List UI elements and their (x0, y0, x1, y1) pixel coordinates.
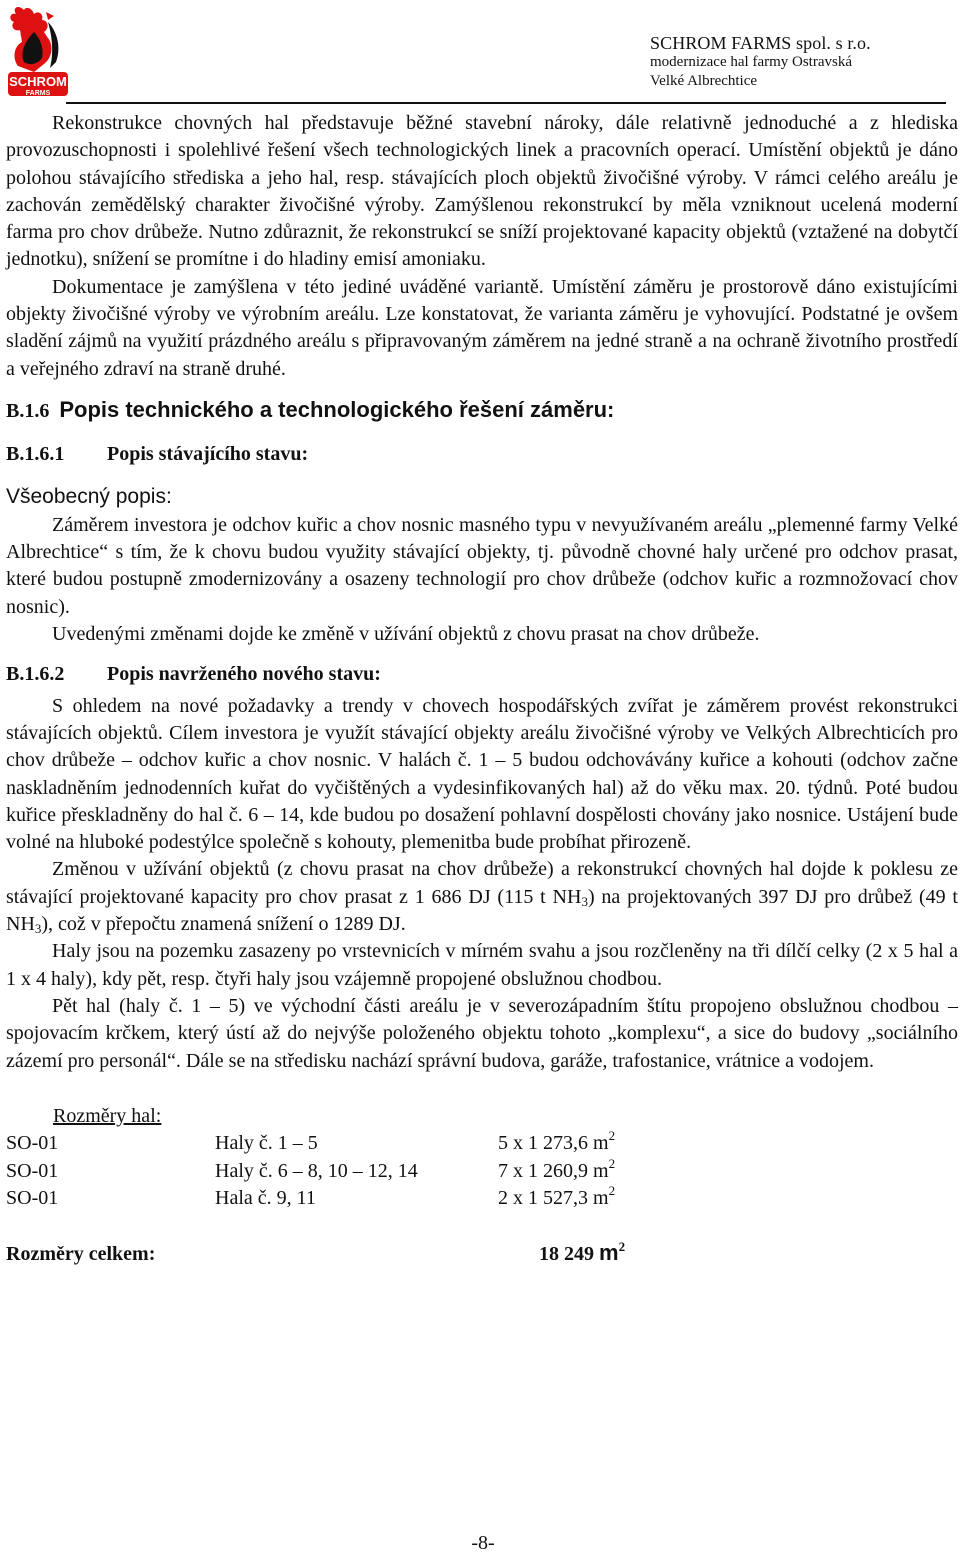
area-exponent: 2 (608, 1128, 616, 1144)
total-value: 18 249 (539, 1242, 594, 1265)
so-cell (6, 1158, 215, 1186)
subsection-1-heading (6, 441, 958, 468)
halls-cell-text: Haly č. 1 – 5 (215, 1132, 318, 1155)
page-number: -8- (471, 1532, 495, 1554)
table-row (6, 1158, 615, 1186)
header-rule (66, 102, 946, 104)
halls-cell (215, 1185, 498, 1213)
section-heading (6, 396, 958, 425)
total-unit: m (599, 1239, 619, 1265)
area-exponent: 2 (608, 1183, 616, 1199)
logo-text: SCHROM (9, 74, 67, 89)
so-cell-text: SO-01 (6, 1187, 59, 1210)
document-body (6, 110, 958, 1268)
rooster-logo-icon (4, 2, 70, 104)
project-name: modernizace hal farmy Ostravská (650, 54, 852, 70)
project-place: Velké Albrechtice (650, 73, 758, 89)
halls-cell (215, 1130, 498, 1158)
so-cell (6, 1185, 215, 1213)
section-title: Popis technického a technologického řešení záměru: (59, 396, 615, 422)
area-cell-text: 2 x 1 527,3 m (498, 1187, 609, 1210)
general-description-heading: Všeobecný popis: (6, 484, 172, 508)
nh3-subscript: 3 (34, 921, 42, 937)
logo-subtext: FARMS (25, 90, 51, 97)
sub1-paragraph-2: Uvedenými změnami dojde ke změně v užívání objektů z chovu prasat na chov drůbeže. (52, 623, 760, 646)
sub2-p2-part-a: Změnou v užívání objektů (z chovu prasat na chov drůbeže) a rekonstrukcí chovných hal dojde k poklesu ze stávající projektované kapacity pro chov prasat z 1 686 DJ (115 t NH (6, 858, 958, 908)
company-name: SCHROM FARMS spol. s r.o. (650, 33, 871, 53)
area-cell-text: 7 x 1 260,9 m (498, 1159, 609, 1182)
subsection-2-title: Popis navrženého nového stavu: (107, 663, 381, 686)
total-label: Rozměry celkem: (6, 1242, 156, 1265)
sub2-paragraph-3: Haly jsou na pozemku zasazeny po vrstevnicích v mírném svahu a jsou rozčleněny na tři dílčí celky (2 x 5 hal a 1 x 4 haly), kdy pět, resp. čtyři haly jsou vzájemně propojené obslužnou chodbou. (6, 940, 958, 990)
sub1-paragraph-1: Záměrem investora je odchov kuřic a chov nosnic masného typu v nevyužívaném areálu „plemenné farmy Velké Albrechtice“ s tím, že k chovu budou využity stávající objekty, tj. původně chovné haly určené pro odchov prasat, které budou postupně zmodernizovány a osazeny technologií pro chov drůbeže (odchov kuřic a rozmnožovací chov nosnic). (6, 513, 958, 618)
subsection-2-heading (6, 661, 958, 688)
sub2-paragraph-2 (6, 856, 958, 938)
subsection-1-title: Popis stávajícího stavu: (107, 443, 309, 466)
so-cell-text: SO-01 (6, 1159, 59, 1182)
area-cell (498, 1185, 615, 1213)
sub2-p2-part-c: ), což v přepočtu znamená snížení o 1289 DJ. (41, 913, 406, 936)
area-exponent: 2 (608, 1155, 616, 1171)
nh3-subscript: 3 (581, 893, 588, 909)
dimensions-heading: Rozměry hal: (53, 1104, 162, 1127)
halls-cell-text: Hala č. 9, 11 (215, 1187, 316, 1210)
intro-paragraph-1: Rekonstrukce chovných hal představuje běžné stavební nároky, dále relativně jednoduché a z hlediska provozuschopnosti i spolehlivé řešení všech technologických linek a pracovních operací. Umístění objektů je dáno polohou stávajícího střediska a jeho hal, resp. stávajících ploch objektů živočišné výroby. V rámci celého areálu je zachován zemědělský charakter živočišné výroby. Zamýšlenou rekonstrukcí by měla vzniknout ucelená moderní farma pro chov drůbeže. Nutno zdůraznit, že rekonstrukcí se sníží projektované kapacity objektů (vztažené na dobytčí jednotku), snížení se promítne i do hladiny emisí amoniaku. (6, 112, 958, 271)
total-unit-exponent: 2 (618, 1238, 626, 1254)
sub2-paragraph-1: S ohledem na nové požadavky a trendy v chovech hospodářských zvířat je záměrem provést rekonstrukci stávajících objektů. Cílem investora je využít stávající objekty areálu živočišné výroby ve Velkých Albrechticích pro chov drůbeže – odchov kuřic a chov nosnic. V halách č. 1 – 5 budou odchovávány kuřice a kohouti (odchov začne naskladněním jednodenních kuřat do vyčištěných a vydesinfikovaných hal) až do věku max. 20. týdnů. Poté budou kuřice přeskladněny do hal č. 6 – 14, kde budou po dosažení pohlavní dospělosti chovány jako nosnice. Ustájení bude volné na hluboké podestýlce společně s kohouty, plemenitba bude probíhat přirozeně. (6, 694, 958, 854)
subsection-2-number: B.1.6.2 (6, 663, 65, 686)
halls-cell-text: Haly č. 6 – 8, 10 – 12, 14 (215, 1159, 418, 1182)
area-cell (498, 1155, 616, 1186)
area-cell (498, 1130, 615, 1158)
total-dimensions (6, 1239, 958, 1268)
sub2-p2-part-b: ) na projektovaných 397 DJ pro drůbež (49 t NH (6, 885, 958, 936)
so-cell (6, 1130, 215, 1158)
page-header (650, 34, 902, 91)
intro-paragraph-2: Dokumentace je zamýšlena v této jediné uváděné variantě. Umístění záměru je prostorově dáno existujícími objekty živočišné výroby ve výrobním areálu. Lze konstatovat, že varianta záměru je vyhovující. Podstatné je ovšem sladění zájmů na využití prázdného areálu s připravovaným záměrem na jedné straně a na ochraně životního prostředí a veřejného zdraví na straně druhé. (6, 275, 958, 380)
table-row (6, 1185, 615, 1213)
dimensions-table (6, 1130, 615, 1213)
section-number: B.1.6 (6, 399, 50, 422)
halls-cell (215, 1158, 498, 1186)
so-cell-text: SO-01 (6, 1132, 59, 1155)
company-logo (4, 2, 70, 104)
area-cell-text: 5 x 1 273,6 m (498, 1132, 609, 1155)
subsection-1-number: B.1.6.1 (6, 443, 65, 466)
sub2-paragraph-4: Pět hal (haly č. 1 – 5) ve východní části areálu je v severozápadním štítu propojeno obslužnou chodbou – spojovacím krčkem, který ústí až do nejvýše položeného objektu tohoto „komplexu“, a sice do budovy „sociálního zázemí pro personál“. Dále se na středisku nachází správní budova, garáže, trafostanice, vrátnice a vodojem. (6, 994, 958, 1072)
table-row (6, 1130, 615, 1158)
